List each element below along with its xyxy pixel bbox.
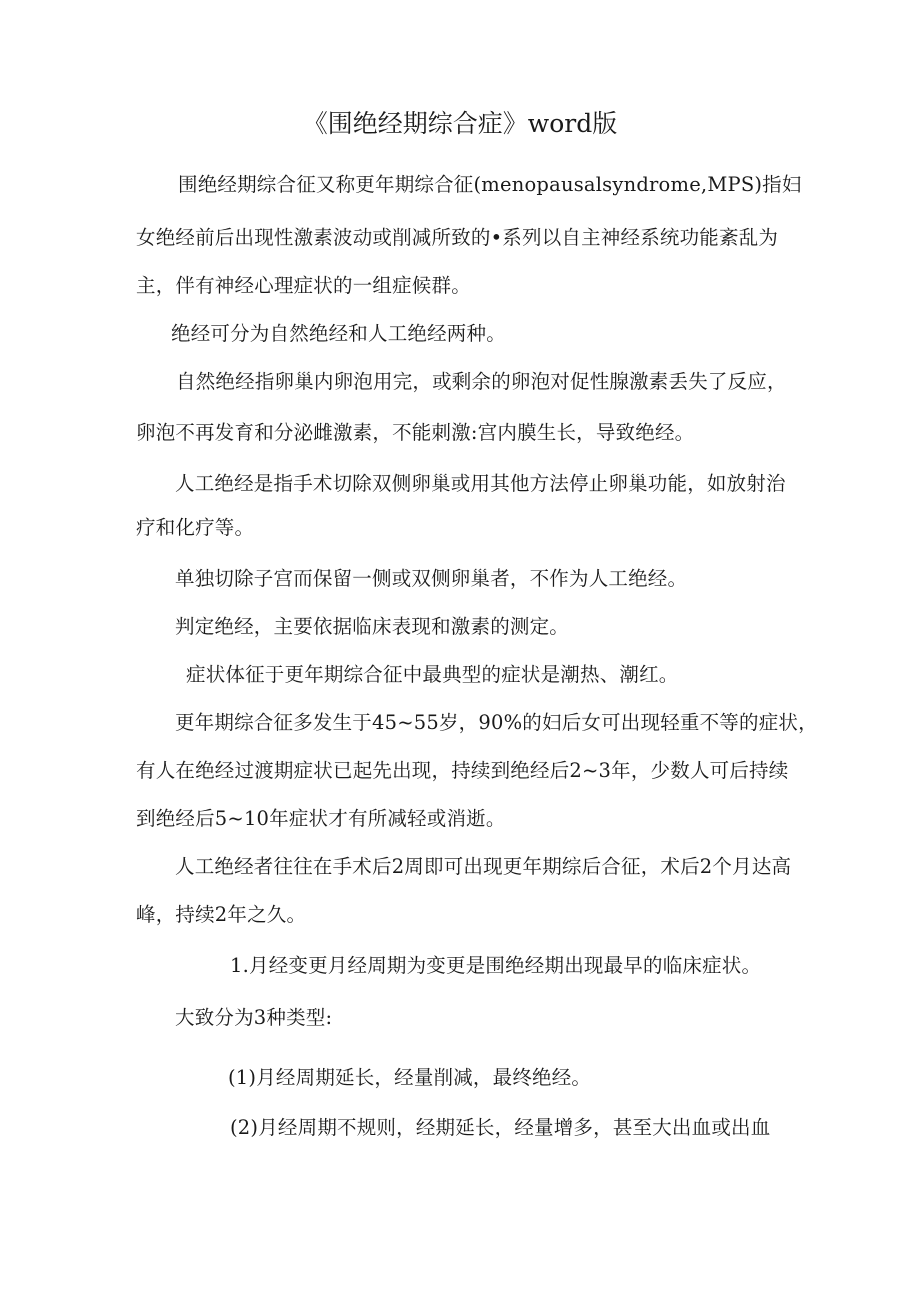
paragraph-line: 绝经可分为自然绝经和人工绝经两种。 <box>171 322 506 345</box>
paragraph-line: 症状体征于更年期综合征中最典型的症状是潮热、潮红。 <box>186 663 679 686</box>
paragraph-line: 单独切除子宫而保留一侧或双侧卵巢者，不作为人工绝经。 <box>175 567 688 590</box>
paragraph-line: 自然绝经指卵巢内卵泡用完，或剩余的卵泡对促性腺激素丢失了反应， <box>176 370 787 393</box>
paragraph-line: (1)月经周期延长，经量削减，最终绝经。 <box>228 1066 592 1089</box>
paragraph-line: 峰，持续2年之久。 <box>136 903 307 926</box>
paragraph-line: 疗和化疗等。 <box>136 516 255 539</box>
paragraph-line: 更年期综合征多发生于45~55岁，90%的妇后女可出现轻重不等的症状， <box>175 711 818 734</box>
paragraph-line: 有人在绝经过渡期症状已起先出现，持续到绝经后2~3年，少数人可后持续 <box>136 759 789 782</box>
paragraph-line: 人工绝经者往往在手术后2周即可出现更年期综后合征，术后2个月达高 <box>175 855 792 878</box>
document-title: 《围绝经期综合症》word版 <box>302 109 618 138</box>
paragraph-line: 1.月经变更月经周期为变更是围绝经期出现最早的临床症状。 <box>230 954 762 977</box>
paragraph-line: 到绝经后5~10年症状才有所减轻或消逝。 <box>136 807 506 830</box>
paragraph-line: (2)月经周期不规则，经期延长，经量增多，甚至大出血或出血 <box>230 1116 771 1139</box>
paragraph-line: 大致分为3种类型: <box>175 1006 333 1029</box>
paragraph-line: 女绝经前后出现性激素波动或削减所致的•系列以自主神经系统功能紊乱为 <box>136 226 779 249</box>
paragraph-line: 判定绝经，主要依据临床表现和激素的测定。 <box>175 615 570 638</box>
paragraph-line: 主，伴有神经心理症状的一组症候群。 <box>136 274 471 297</box>
paragraph-line: 围绝经期综合征又称更年期综合征(menopausalsyndrome,MPS)指妇 <box>178 173 802 196</box>
paragraph-line: 人工绝经是指手术切除双侧卵巢或用其他方法停止卵巢功能，如放射治 <box>175 472 786 495</box>
paragraph-line: 卵泡不再发育和分泌雌激素，不能刺激:宫内膜生长，导致绝经。 <box>136 421 695 444</box>
